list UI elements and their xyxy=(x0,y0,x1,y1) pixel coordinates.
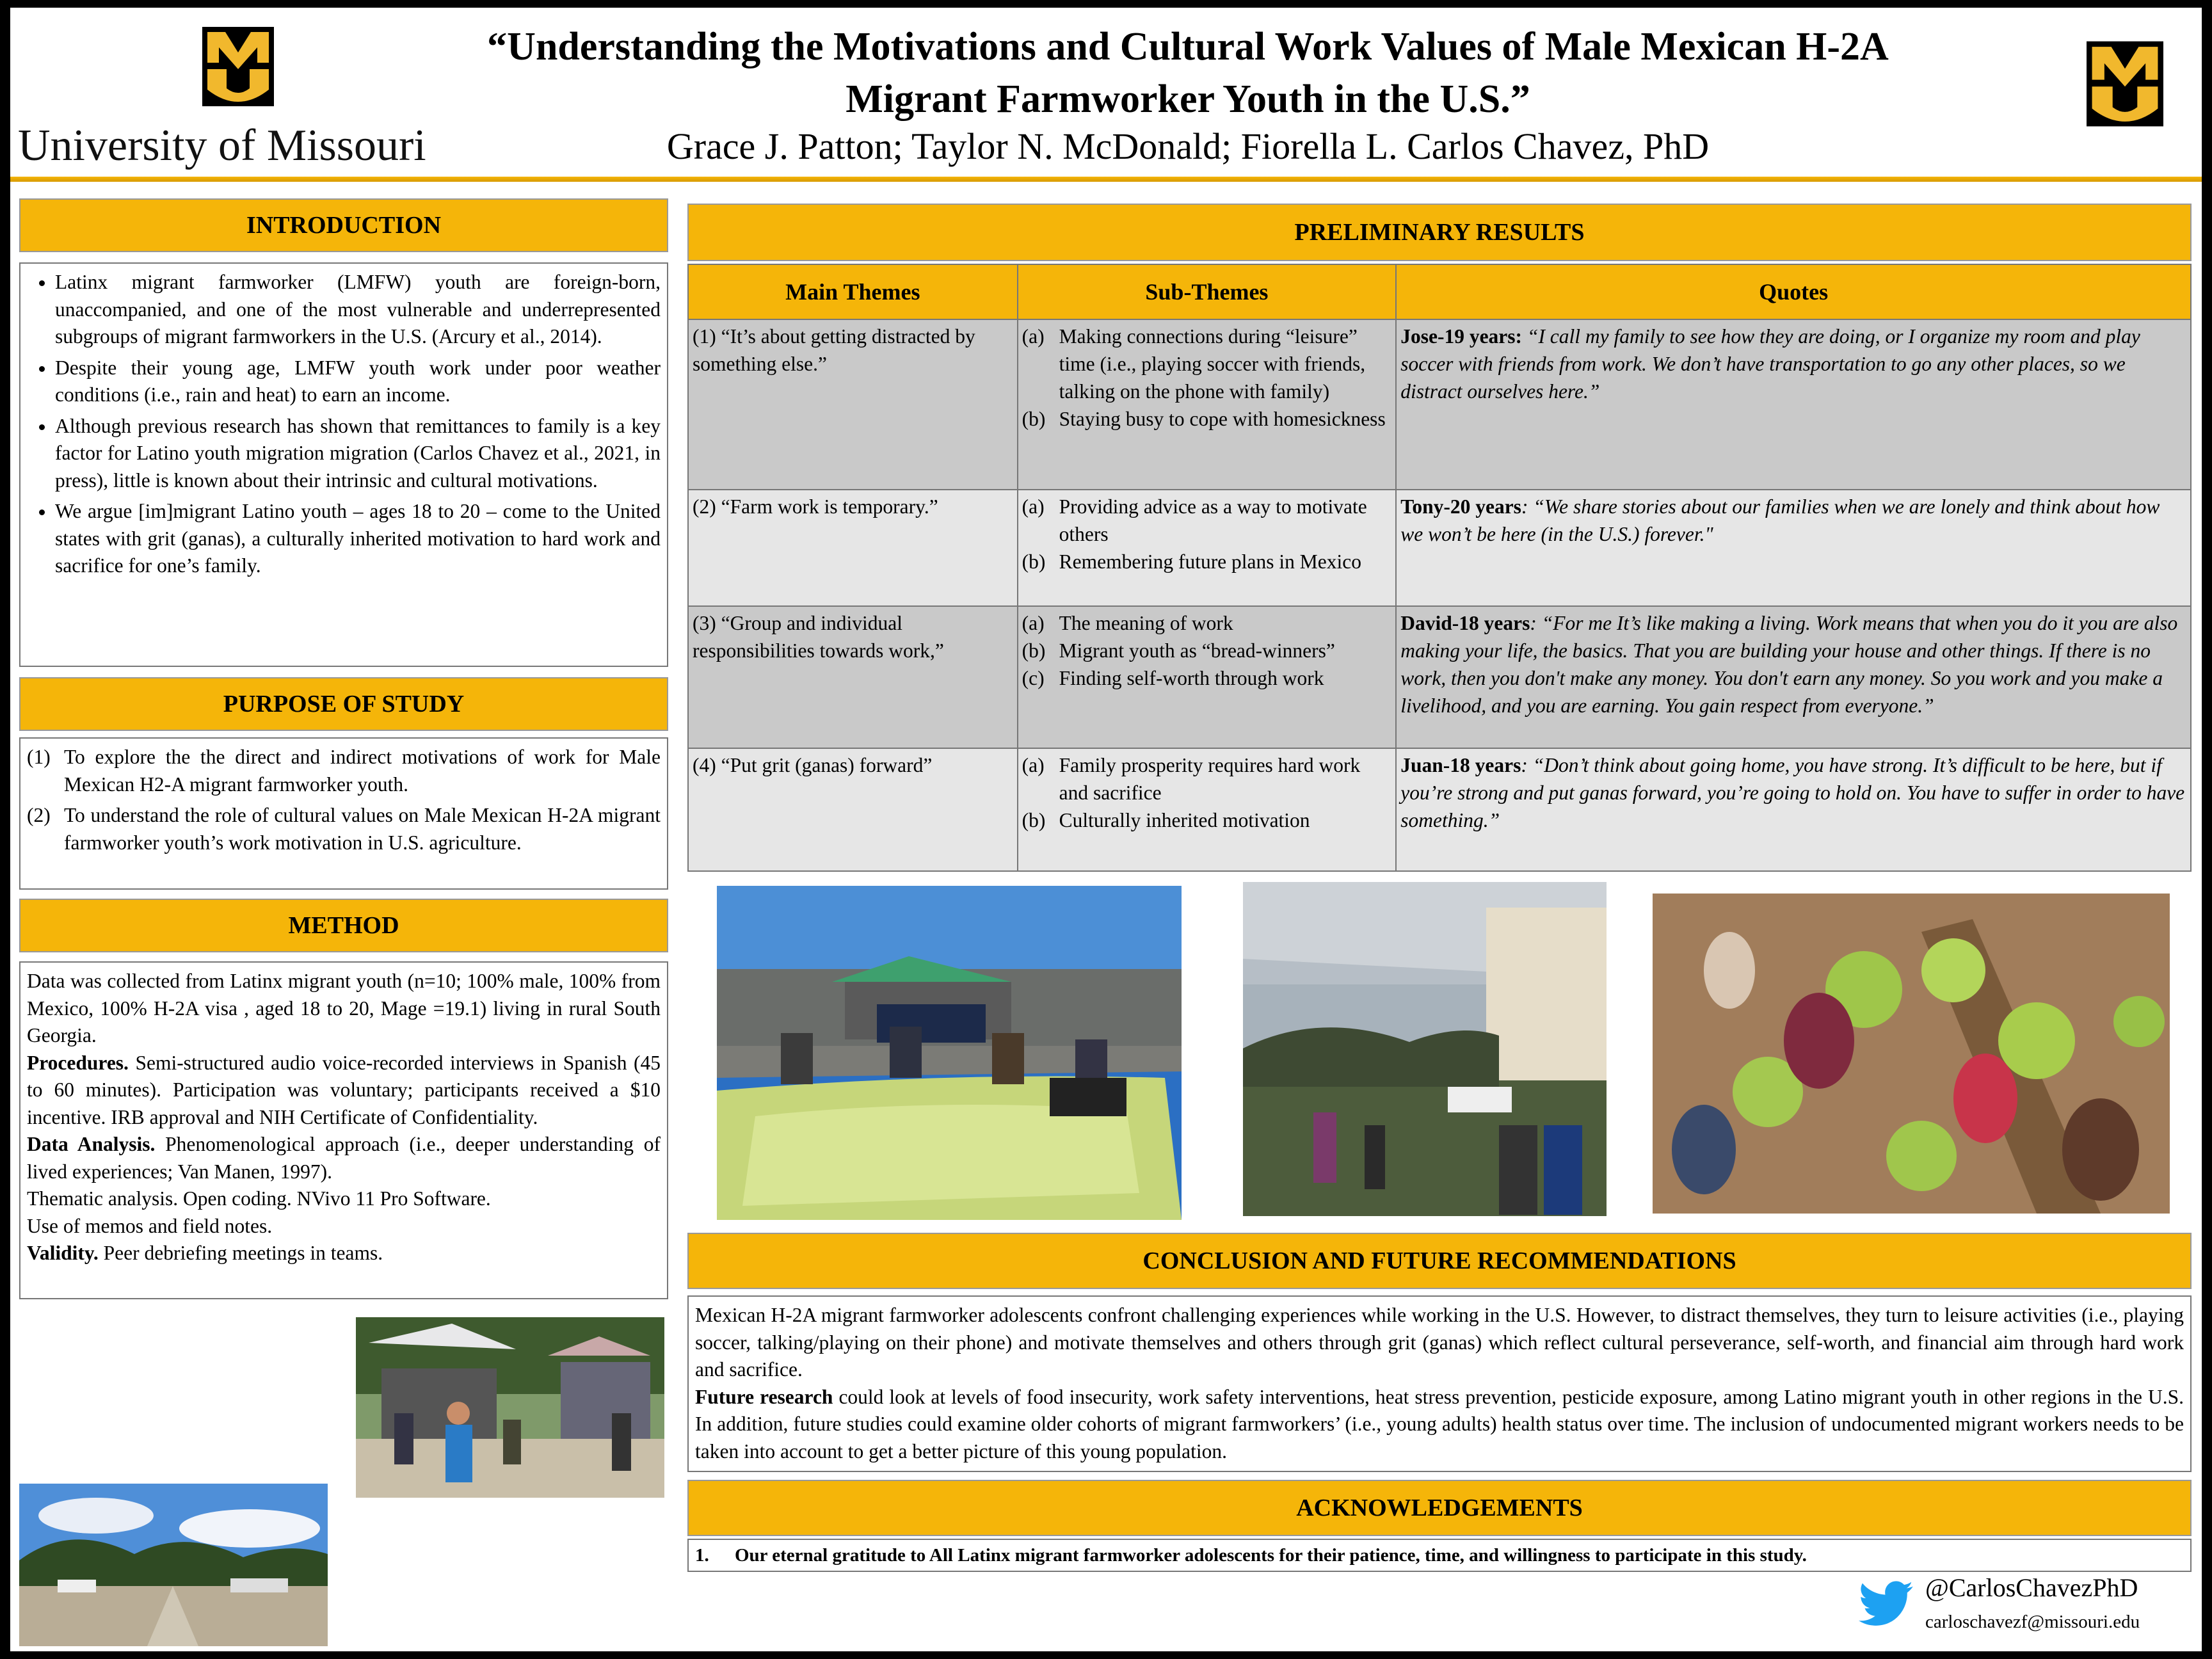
sub-theme-text: Making connections during “leisure” time (i.e., playing soccer with friends, talking on the phone with family) xyxy=(1059,325,1366,403)
sub-theme-letter: (b) xyxy=(1022,408,1046,430)
photo-community-gathering xyxy=(356,1317,664,1498)
intro-bullet-2: • Despite their young age, LMFW youth work under poor weather conditions (i.e., rain and heat) to earn an income. xyxy=(55,355,661,409)
sub-theme-text: Family prosperity requires hard work and sacrifice xyxy=(1059,754,1361,804)
column-quotes: Quotes xyxy=(1396,264,2191,319)
poster-title xyxy=(458,20,1918,125)
sub-theme-cell xyxy=(1018,319,1397,490)
future-research-label: Future research xyxy=(695,1385,833,1408)
photo-workers-carrying-crates xyxy=(1243,882,1607,1216)
intro-bullet-4: • We argue [im]migrant Latino youth – ages 18 to 20 – come to the United states with grit (ganas), a culturally inherited motivation to hard work and sacrifice for one’s family. xyxy=(55,498,661,580)
twitter-bird-icon xyxy=(1857,1581,1915,1627)
sub-theme-text: Culturally inherited motivation xyxy=(1059,809,1310,831)
analysis-label: Data Analysis. xyxy=(27,1133,156,1155)
sub-theme-letter: (a) xyxy=(1022,495,1045,518)
sub-theme-text: Remembering future plans in Mexico xyxy=(1059,550,1362,573)
sub-theme-letter: (a) xyxy=(1022,754,1045,776)
twitter-handle[interactable]: @CarlosChavezPhD xyxy=(1925,1573,2138,1602)
purpose-item-2 xyxy=(27,802,661,856)
quote-cell xyxy=(1396,606,2191,748)
method-analysis xyxy=(27,1131,661,1185)
quote-speaker: Juan-18 years xyxy=(1400,754,1521,776)
photo-workers-with-buckets-overhead xyxy=(1653,894,2170,1214)
intro-bullet-3: • Although previous research has shown that remittances to family is a key factor for Latino youth migration migration (Carlos Chavez et al., 2021, in press), little is known about their intrinsic and cultural motivations. xyxy=(55,413,661,495)
method-validity xyxy=(27,1240,661,1267)
main-theme-cell: (1) “It’s about getting distracted by something else.” xyxy=(688,319,1018,490)
main-theme-cell: (3) “Group and individual responsibilities towards work,” xyxy=(688,606,1018,748)
table-row xyxy=(688,606,2191,748)
purpose-item-1-num: (1) xyxy=(27,746,51,768)
sub-theme-letter: (a) xyxy=(1022,612,1045,634)
future-research-text: could look at levels of food insecurity, work safety interventions, heat stress prevention, pesticide exposure, among Latino migrant youth in other regions in the U.S. In addition, future studies could examine older cohorts of migrant farmworkers’ (i.e., young adults) health status over time. The inclusion of undocumented migrant workers needs to be taken into account to get a better picture of this young population. xyxy=(695,1385,2184,1463)
acknowledgements-box xyxy=(687,1539,2192,1572)
column-sub-themes: Sub-Themes xyxy=(1018,264,1397,319)
quote-text: : “Don’t think about going home, you have strong. It’s difficult to be here, but if you’re strong and put ganas forward, you’re going to hold on. You have to suffer in order to have something.” xyxy=(1400,754,2185,831)
sub-theme-text: Finding self-worth through work xyxy=(1059,667,1324,689)
procedures-label: Procedures. xyxy=(27,1051,129,1074)
quote-text: : “For me It’s like making a living. Work means that when you do it you are also making your life, the basics. That you are building your house and other things. If there is no work, then you don't make any money. You don't earn any money. So you work and you make a livelihood, and you are earning. You gain respect from everyone.” xyxy=(1400,612,2178,717)
method-memos: Use of memos and field notes. xyxy=(27,1214,273,1237)
method-procedures xyxy=(27,1050,661,1132)
table-row xyxy=(688,490,2191,606)
purpose-heading: PURPOSE OF STUDY xyxy=(19,677,668,731)
quote-speaker: Jose-19 years: xyxy=(1400,325,1523,348)
introduction-box xyxy=(19,262,668,667)
conclusion-box xyxy=(687,1295,2192,1472)
acknowledgement-num: 1. xyxy=(695,1545,709,1566)
university-name: University of Missouri xyxy=(18,121,426,170)
sub-theme-letter: (b) xyxy=(1022,550,1046,573)
quote-speaker: Tony-20 years xyxy=(1400,495,1521,518)
sub-theme-item xyxy=(1022,637,1392,664)
sub-theme-letter: (b) xyxy=(1022,639,1046,662)
sub-theme-letter: (b) xyxy=(1022,809,1046,831)
purpose-item-2-num: (2) xyxy=(27,804,51,826)
sub-theme-text: The meaning of work xyxy=(1059,612,1233,634)
sub-theme-item xyxy=(1022,405,1392,433)
purpose-box xyxy=(19,737,668,890)
photo-camp-grounds xyxy=(19,1484,328,1646)
acknowledgement-text: Our eternal gratitude to All Latinx migrant farmworker adolescents for their patience, time, and willingness to participate in this study. xyxy=(735,1545,1807,1566)
sub-theme-cell xyxy=(1018,490,1397,606)
contact-email[interactable]: carloschavezf@missouri.edu xyxy=(1925,1612,2140,1632)
authors: Grace J. Patton; Taylor N. McDonald; Fiorella L. Carlos Chavez, PhD xyxy=(666,125,1710,167)
acknowledgements-heading: ACKNOWLEDGEMENTS xyxy=(687,1480,2192,1536)
photo-farmworkers-sorting-tomatoes xyxy=(717,886,1182,1220)
sub-theme-letter: (a) xyxy=(1022,325,1045,348)
purpose-list xyxy=(27,744,661,856)
sub-theme-item xyxy=(1022,609,1392,637)
results-table xyxy=(687,264,2192,872)
sub-theme-letter: (c) xyxy=(1022,667,1045,689)
sub-theme-item xyxy=(1022,806,1392,834)
validity-text: Peer debriefing meetings in teams. xyxy=(98,1242,383,1264)
sub-theme-item xyxy=(1022,323,1392,405)
method-thematic: Thematic analysis. Open coding. NVivo 11 Pro Software. xyxy=(27,1187,491,1210)
quote-cell xyxy=(1396,490,2191,606)
purpose-item-1 xyxy=(27,744,661,798)
title-line-2: Migrant Farmworker Youth in the U.S.” xyxy=(846,77,1530,121)
poster xyxy=(10,8,2202,1651)
introduction-list xyxy=(27,269,661,580)
intro-bullet-1: • Latinx migrant farmworker (LMFW) youth are foreign-born, unaccompanied, and one of the most vulnerable and underrepresented subgroups of migrant farmworkers in the U.S. (Arcury et al., 2014). xyxy=(55,269,661,351)
sub-theme-item xyxy=(1022,548,1392,575)
sub-theme-cell xyxy=(1018,606,1397,748)
conclusion-paragraph: Mexican H-2A migrant farmworker adolescents confront challenging experiences while working in the U.S. However, to distract themselves, they turn to leisure activities (i.e., playing soccer, talking/playing on their phone) and motivate themselves and others through grit (ganas) which reflect cultural perseverance, self-worth, and financial aim through hard work and sacrifice. xyxy=(695,1304,2184,1381)
validity-label: Validity. xyxy=(27,1242,99,1264)
quote-text: : “We share stories about our families when we are lonely and think about how we won’t be here (in the U.S.) forever." xyxy=(1400,495,2160,545)
header-divider xyxy=(10,177,2202,182)
main-theme-cell: (2) “Farm work is temporary.” xyxy=(688,490,1018,606)
quote-cell xyxy=(1396,319,2191,490)
purpose-item-2-text: To understand the role of cultural values on Male Mexican H-2A migrant farmworker youth’s work motivation in U.S. agriculture. xyxy=(64,804,661,854)
sub-theme-item xyxy=(1022,751,1392,806)
sub-theme-text: Staying busy to cope with homesickness xyxy=(1059,408,1386,430)
analysis-text: Phenomenological approach (i.e., deeper understanding of lived experiences; Van Manen, 1997). xyxy=(27,1133,661,1183)
mu-logo-left xyxy=(202,27,274,106)
future-research-paragraph xyxy=(695,1384,2184,1466)
results-header-row xyxy=(688,264,2191,319)
method-box xyxy=(19,961,668,1299)
table-row xyxy=(688,319,2191,490)
sub-theme-item xyxy=(1022,493,1392,548)
quote-text: “I call my family to see how they are doing, or I organize my room and play soccer with friends from work. We don’t have transportation to go any other places, so we distract ourselves here.” xyxy=(1400,325,2140,403)
title-line-1: “Understanding the Motivations and Cultural Work Values of Male Mexican H-2A xyxy=(487,25,1889,68)
sub-theme-cell xyxy=(1018,748,1397,871)
method-heading: METHOD xyxy=(19,899,668,952)
mu-logo-right xyxy=(2087,41,2163,127)
results-table-wrap xyxy=(687,264,2192,877)
table-row xyxy=(688,748,2191,871)
column-main-themes: Main Themes xyxy=(688,264,1018,319)
conclusion-heading: CONCLUSION AND FUTURE RECOMMENDATIONS xyxy=(687,1233,2192,1289)
quote-cell xyxy=(1396,748,2191,871)
sub-theme-item xyxy=(1022,664,1392,692)
results-heading: PRELIMINARY RESULTS xyxy=(687,204,2192,261)
sub-theme-text: Providing advice as a way to motivate others xyxy=(1059,495,1367,545)
introduction-heading: INTRODUCTION xyxy=(19,198,668,252)
quote-speaker: David-18 years xyxy=(1400,612,1530,634)
sub-theme-text: Migrant youth as “bread-winners” xyxy=(1059,639,1335,662)
method-data-collection: Data was collected from Latinx migrant youth (n=10; 100% male, 100% from Mexico, 100% H-2A visa , aged 18 to 20, Mage =19.1) living in rural South Georgia. xyxy=(27,970,661,1046)
purpose-item-1-text: To explore the the direct and indirect motivations of work for Male Mexican H2-A migrant farmworker youth. xyxy=(64,746,661,796)
procedures-text: Semi-structured audio voice-recorded interviews in Spanish (45 to 60 minutes). Participation was voluntary; participants received a $10 incentive. IRB approval and NIH Certificate of Confidentiality. xyxy=(27,1051,661,1128)
main-theme-cell: (4) “Put grit (ganas) forward” xyxy=(688,748,1018,871)
